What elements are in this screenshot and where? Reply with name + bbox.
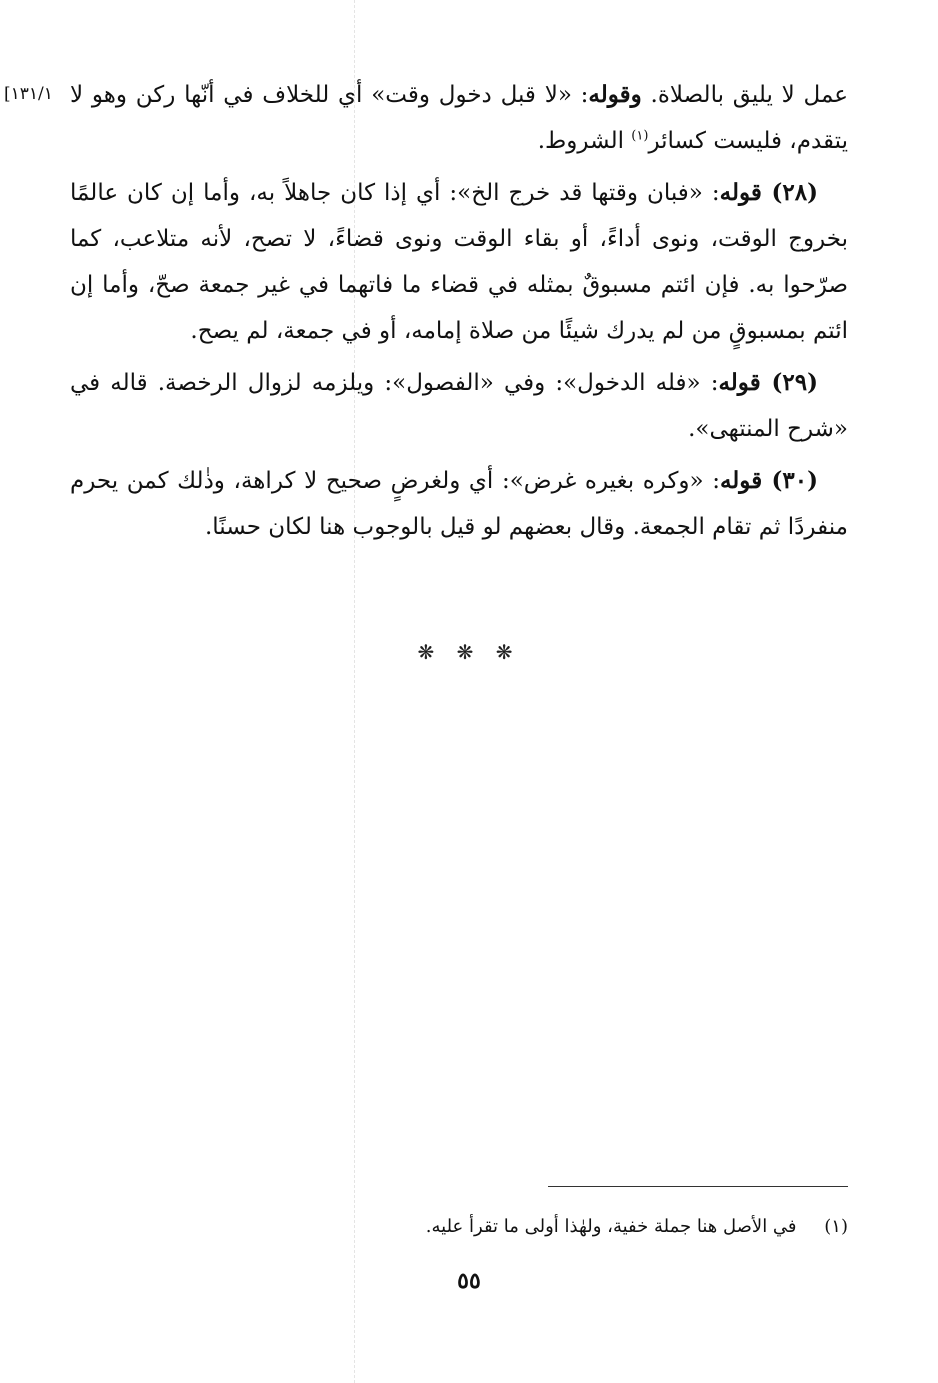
bold-label: (٣٠) قوله	[719, 467, 818, 494]
text-run: عمل لا يليق بالصلاة.	[641, 82, 848, 108]
text-run: : «فبان وقتها قد خرج الخ»: أي إذا كان جاهلاً به، وأما إن كان عالمًا بخروج الوقت، ونوى أداءً، أو بقاء الوقت ونوى قضاءً، لا تصح، لأنه متلاعب، كما صرّحوا به. فإن ائتم مسبوقٌ بمثله في قضاء ما فاتهما في غير جمعة صحّ، وأما إن ائتم بمسبوقٍ من لم يدرك شيئًا من صلاة إمامه، أو في جمعة، لم يصح.	[70, 180, 848, 344]
main-text	[70, 72, 848, 556]
paragraph-30	[70, 458, 848, 550]
text-run: : «لا قبل دخول وقت» أي للخلاف في أنّها ركن وهو لا يتقدم، فليست كسائر	[70, 82, 848, 154]
section-separator: ❋ ❋ ❋	[417, 640, 521, 664]
text-run: : «وكره بغيره غرض»: أي ولغرضٍ صحيح لا كراهة، وذٰلك كمن يحرم منفردًا ثم تقام الجمعة. وقال بعضهم لو قيل بالوجوب هنا لكان حسنًا.	[70, 468, 848, 540]
page-number: ٥٥	[457, 1268, 481, 1294]
text-run: : «فله الدخول»: وفي «الفصول»: ويلزمه لزوال الرخصة. قاله في «شرح المنتهى».	[70, 370, 848, 442]
paragraph-29	[70, 360, 848, 452]
footnote	[70, 1210, 848, 1244]
footnote-marker: (١)	[631, 128, 649, 144]
footnote-number: (١)	[824, 1216, 848, 1237]
paragraph-continuation	[70, 72, 848, 164]
bold-label: (٢٩) قوله	[718, 369, 818, 396]
bold-label: وقوله	[588, 81, 642, 108]
paragraph-28	[70, 170, 848, 354]
margin-page-reference: [١٣١/١	[4, 84, 53, 104]
bold-label: (٢٨) قوله	[719, 179, 819, 206]
footnote-text: في الأصل هنا جملة خفية، ولهٰذا أولى ما تقرأ عليه.	[425, 1216, 797, 1237]
text-run: الشروط.	[537, 128, 632, 154]
footnote-rule	[548, 1186, 848, 1187]
